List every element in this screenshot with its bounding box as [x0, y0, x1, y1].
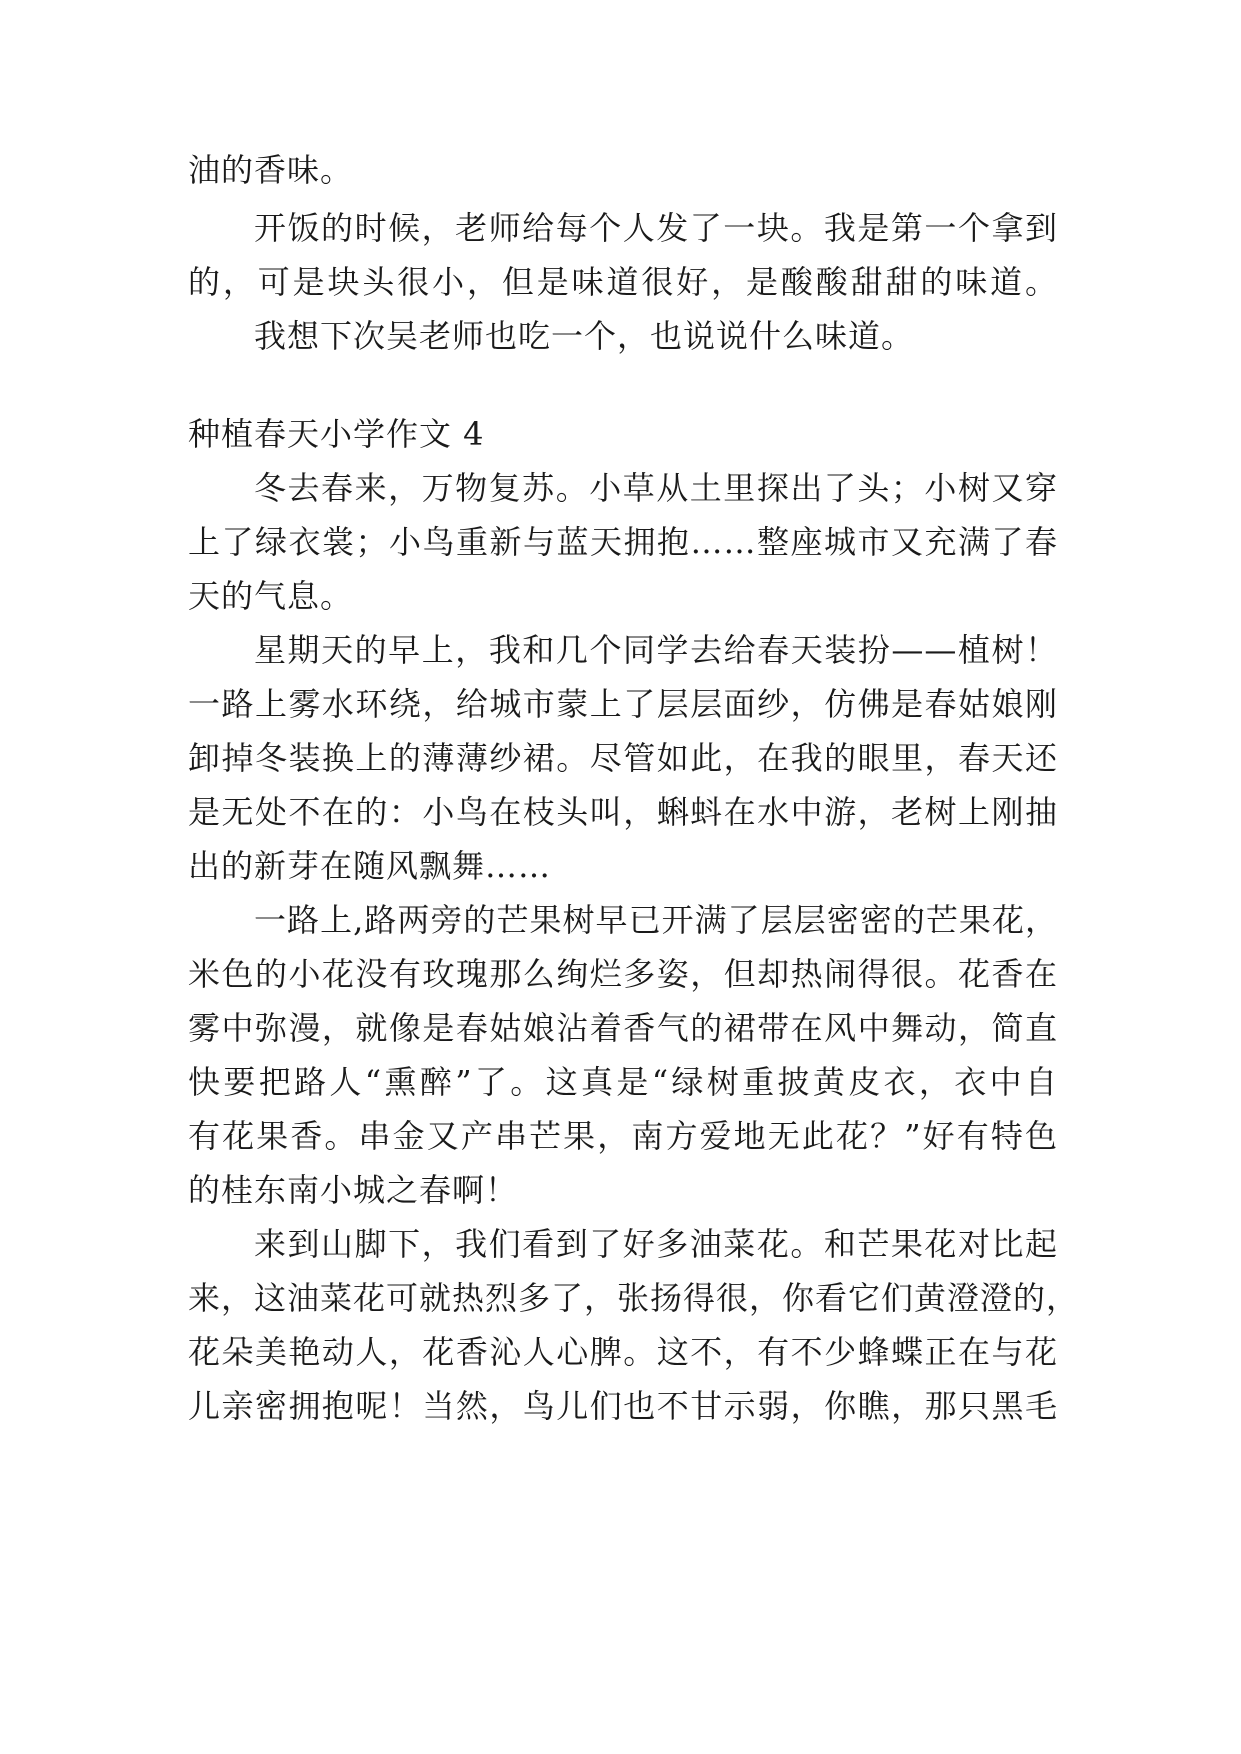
paragraph-start-line: 开饭的时候，老师给每个人发了一块。我是第一个拿到	[254, 209, 1058, 247]
text-line: 来，这油菜花可就热烈多了，张扬得很，你看它们黄澄澄的，	[188, 1279, 1080, 1317]
paragraph-start-line: 冬去春来，万物复苏。小草从土里探出了头；小树又穿	[254, 469, 1058, 507]
section-heading: 种植春天小学作文 4	[188, 415, 485, 453]
text-line: 的桂东南小城之春啊！	[188, 1171, 519, 1209]
paragraph-start-line: 一路上,路两旁的芒果树早已开满了层层密密的芒果花，	[254, 901, 1058, 939]
text-line: 是无处不在的：小鸟在枝头叫，蝌蚪在水中游，老树上刚抽	[188, 793, 1058, 831]
text-line: 米色的小花没有玫瑰那么绚烂多姿，但却热闹得很。花香在	[188, 955, 1058, 993]
text-line: 花朵美艳动人，花香沁人心脾。这不，有不少蜂蝶正在与花	[188, 1333, 1058, 1371]
text-line: 有花果香。串金又产串芒果，南方爱地无此花？”好有特色	[188, 1117, 1058, 1155]
paragraph-start-line: 我想下次吴老师也吃一个，也说说什么味道。	[254, 317, 915, 355]
text-line: 上了绿衣裳；小鸟重新与蓝天拥抱……整座城市又充满了春	[188, 523, 1058, 561]
text-line: 出的新芽在随风飘舞……	[188, 847, 552, 885]
text-line: 一路上雾水环绕，给城市蒙上了层层面纱，仿佛是春姑娘刚	[188, 685, 1058, 723]
text-line: 雾中弥漫，就像是春姑娘沾着香气的裙带在风中舞动，简直	[188, 1009, 1058, 1047]
text-line: 天的气息。	[188, 577, 354, 615]
text-line: 油的香味。	[188, 151, 354, 189]
text-line: 卸掉冬装换上的薄薄纱裙。尽管如此，在我的眼里，春天还	[188, 739, 1058, 777]
text-line: 的，可是块头很小，但是味道很好，是酸酸甜甜的味道。	[188, 263, 1058, 301]
paragraph-start-line: 来到山脚下，我们看到了好多油菜花。和芒果花对比起	[254, 1225, 1058, 1263]
paragraph-start-line: 星期天的早上，我和几个同学去给春天装扮——植树！	[254, 631, 1058, 669]
text-line: 快要把路人“熏醉”了。这真是“绿树重披黄皮衣，衣中自	[188, 1063, 1058, 1101]
text-line: 儿亲密拥抱呢！当然，鸟儿们也不甘示弱，你瞧，那只黑毛	[188, 1387, 1058, 1425]
